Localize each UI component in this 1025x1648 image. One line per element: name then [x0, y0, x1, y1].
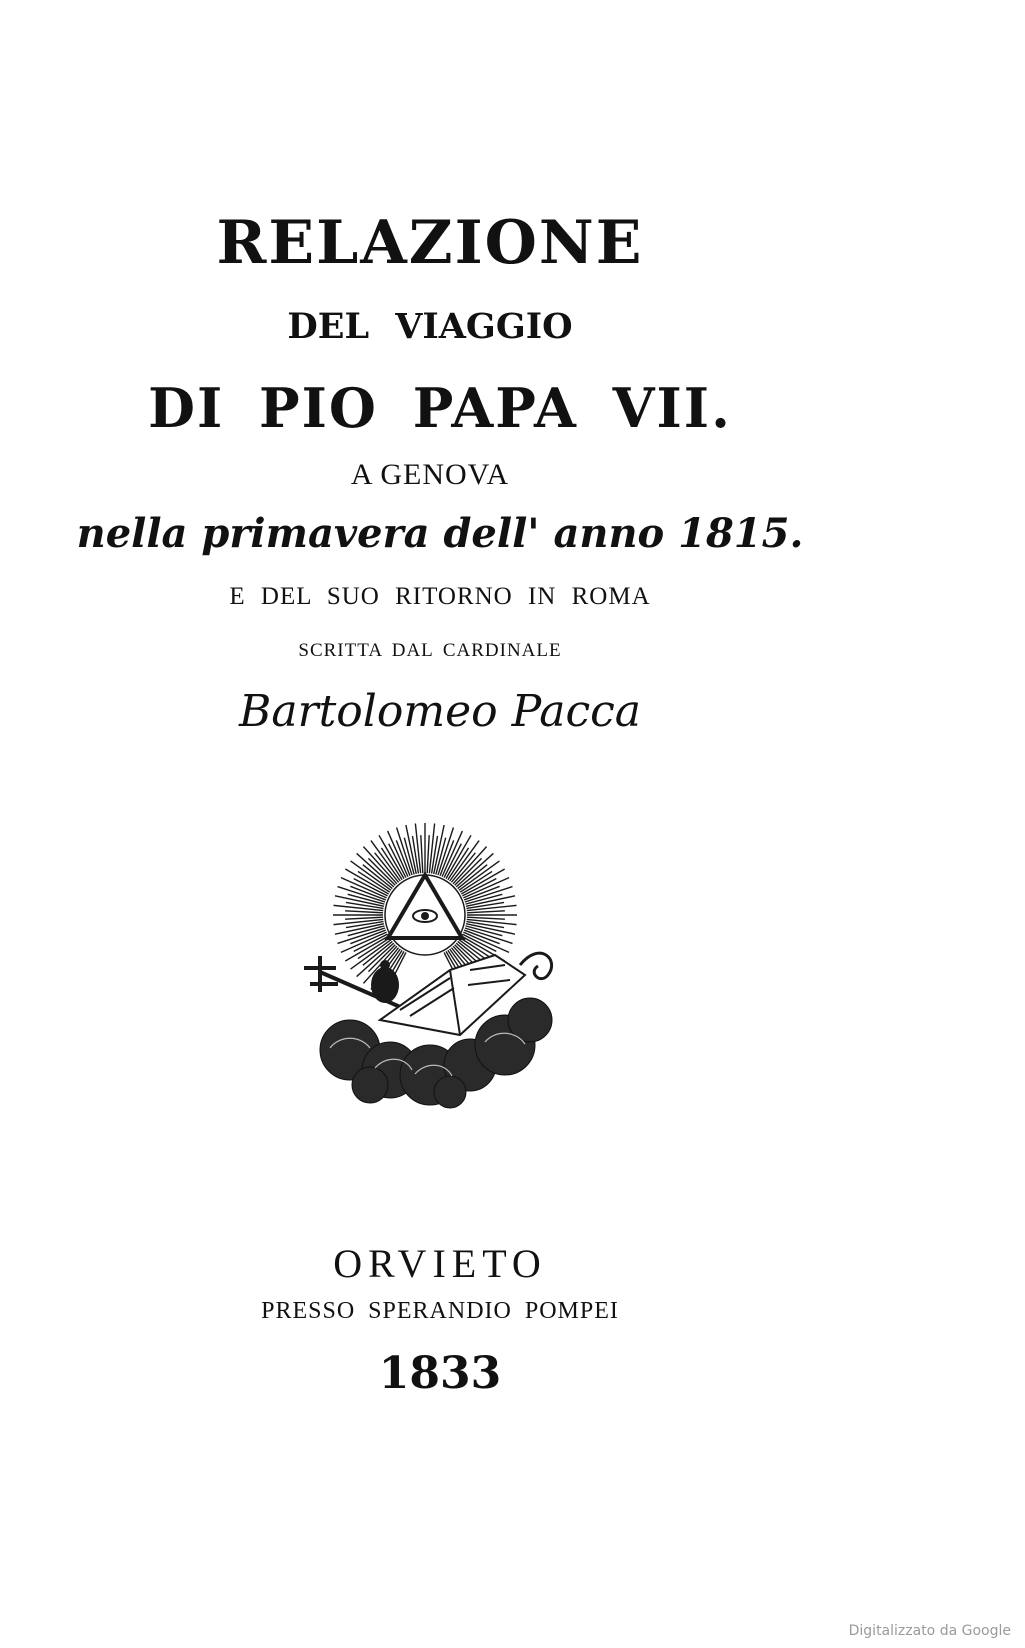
- sun-ray: [334, 905, 384, 910]
- sun-ray: [429, 824, 434, 874]
- subtitle-return-rome: E DEL SUO RITORNO IN ROMA: [229, 583, 651, 610]
- subtitle-written-by: SCRITTA DAL CARDINALE: [298, 640, 562, 661]
- sun-ray: [427, 835, 429, 873]
- subtitle-del-viaggio: DEL VIAGGIO: [287, 306, 573, 347]
- sun-ray: [415, 824, 420, 874]
- subtitle-spring-1815: nella primavera dell' anno 1815.: [76, 510, 804, 557]
- sun-ray: [334, 919, 384, 924]
- digitization-watermark: Digitalizzato da Google: [848, 1623, 1011, 1639]
- sun-ray: [467, 905, 517, 910]
- sun-ray: [467, 911, 505, 913]
- title-relazione: RELAZIONE: [216, 208, 644, 278]
- author-name: Bartolomeo Pacca: [239, 686, 641, 737]
- imprint-year: 1833: [378, 1348, 502, 1399]
- sun-ray: [345, 911, 383, 913]
- sun-ray: [467, 917, 505, 919]
- sun-ray: [421, 835, 423, 873]
- eye-of-providence-with-papal-keys-and-clouds-icon: [300, 820, 570, 1110]
- imprint-printer: PRESSO SPERANDIO POMPEI: [261, 1298, 619, 1324]
- sun-ray: [467, 919, 517, 924]
- subtitle-genova: A GENOVA: [350, 458, 510, 491]
- imprint-city: ORVIETO: [333, 1241, 547, 1286]
- subtitle-pope: DI PIO PAPA VII.: [148, 376, 732, 440]
- sun-ray: [345, 917, 383, 919]
